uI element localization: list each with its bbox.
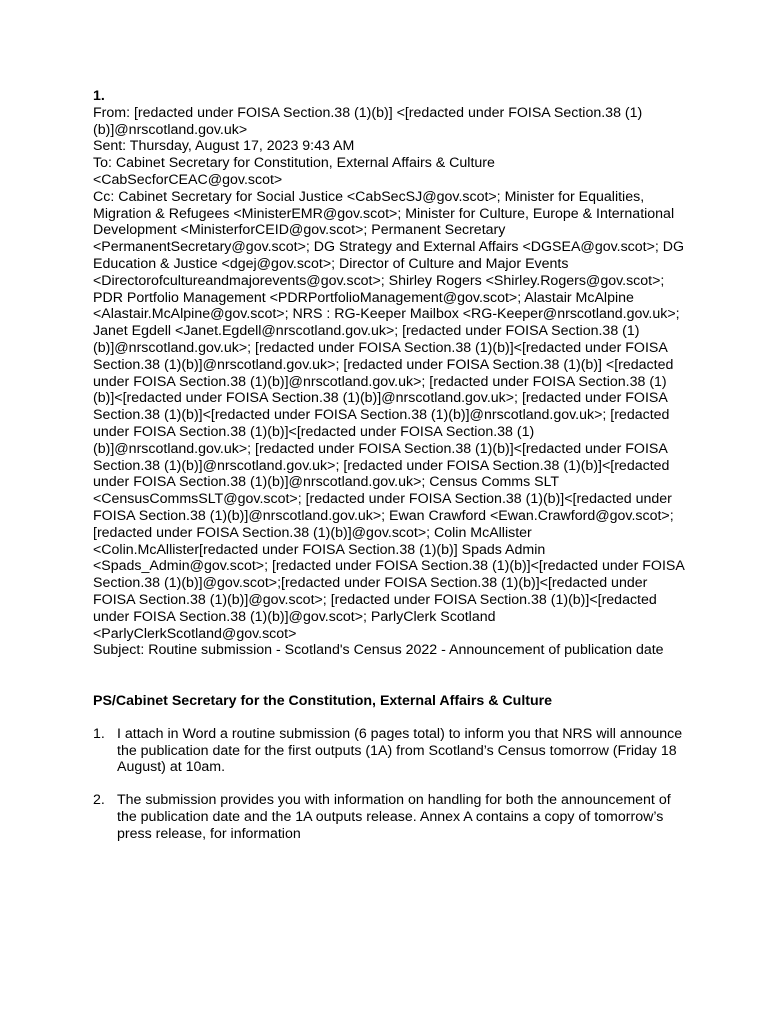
list-item-number: 2. (93, 792, 105, 809)
list-item-number: 1. (93, 725, 105, 742)
email-to: To: Cabinet Secretary for Constitution, External Affairs & Culture <CabSecforCEAC@gov.scot> (93, 155, 495, 188)
document-page (93, 88, 685, 859)
list-item-text: I attach in Word a routine submission (6 pages total) to inform you that NRS will announce the publication date for the first outputs (1A) from Scotland’s Census tomorrow (Friday 18 August) at 10am. (117, 725, 683, 776)
email-cc: Cc: Cabinet Secretary for Social Justice <CabSecSJ@gov.scot>; Minister for Equalities, Migration & Refugees <MinisterEMR@gov.scot>; Minister for Culture, Europe & International Development <MinisterforCEID@gov.scot>; Permanent Secretary <PermanentSecretary@gov.scot>; DG Strategy and External Affairs <DGSEA@gov.scot>; DG Education & Justice <dgej@gov.scot>; Director of Culture and Major Events <Directorofcultureandmajorevents@gov.scot>; Shirley Rogers <Shirley.Rogers@gov.scot>; PDR Portfolio Management <PDRPortfolioManagement@gov.scot>; Alastair McAlpine <Alastair.McAlpine@gov.scot>; NRS : RG-Keeper Mailbox <RG-Keeper@nrscotland.gov.uk>; Janet Egdell <Janet.Egdell@nrscotland.gov.uk>; [redacted under FOISA Section.38 (1)(b)]@nrscotland.gov.uk>; [redacted under FOISA Section.38 (1)(b)]<[redacted under FOISA Section.38 (1)(b)]@nrscotland.gov.uk>; [redacted under FOISA Section.38 (1)(b)] <[redacted under FOISA Section.38 (1)(b)]@nrscotland.gov.uk>; [redacted under FOISA Section.38 (1)(b)]<[redacted under FOISA Section.38 (1)(b)]@nrscotland.gov.uk>; [redacted under FOISA Section.38 (1)(b)]<[redacted under FOISA Section.38 (1)(b)]@nrscotland.gov.uk>; [redacted under FOISA Section.38 (1)(b)]<[redacted under FOISA Section.38 (1)(b)]@nrscotland.gov.uk>; [redacted under FOISA Section.38 (1)(b)]<[redacted under FOISA Section.38 (1)(b)]@nrscotland.gov.uk>; [redacted under FOISA Section.38 (1)(b)]<[redacted under FOISA Section.38 (1)(b)]@nrscotland.gov.uk>; Census Comms SLT <CensusCommsSLT@gov.scot>; [redacted under FOISA Section.38 (1)(b)]<[redacted under FOISA Section.38 (1)(b)]@nrscotland.gov.uk>; Ewan Crawford <Ewan.Crawford@gov.scot>; [redacted under FOISA Section.38 (1)(b)]@gov.scot>; Colin McAllister <Colin.McAllister[redacted under FOISA Section.38 (1)(b)] Spads Admin <Spads_Admin@gov.scot>; [redacted under FOISA Section.38 (1)(b)]<[redacted under FOISA Section.38 (1)(b)]@gov.scot>;[redacted under FOISA Section.38 (1)(b)]<[redacted under FOISA Section.38 (1)(b)]@gov.scot>; [redacted under FOISA Section.38 (1)(b)]<[redacted under FOISA Section.38 (1)(b)]@gov.scot>; ParlyClerk Scotland <ParlyClerkScotland@gov.scot> (93, 188, 685, 642)
list-item-text: The submission provides you with information on handling for both the announcement of the publication date and the 1A outputs release. Annex A contains a copy of tomorrow’s press release, for information (117, 792, 671, 842)
list-item (93, 792, 685, 842)
section-spacer (93, 659, 685, 693)
document-number: 1. (93, 88, 105, 104)
body-heading: PS/Cabinet Secretary for the Constitution, External Affairs & Culture (93, 693, 553, 710)
email-from: From: [redacted under FOISA Section.38 (1)(b)] <[redacted under FOISA Section.38 (1)(b)]@nrscotland.gov.uk> (93, 104, 643, 138)
numbered-list (93, 726, 685, 843)
email-subject: Subject: Routine submission - Scotland's Census 2022 - Announcement of publication date (93, 642, 664, 659)
list-item (93, 726, 685, 776)
email-sent: Sent: Thursday, August 17, 2023 9:43 AM (93, 138, 355, 155)
